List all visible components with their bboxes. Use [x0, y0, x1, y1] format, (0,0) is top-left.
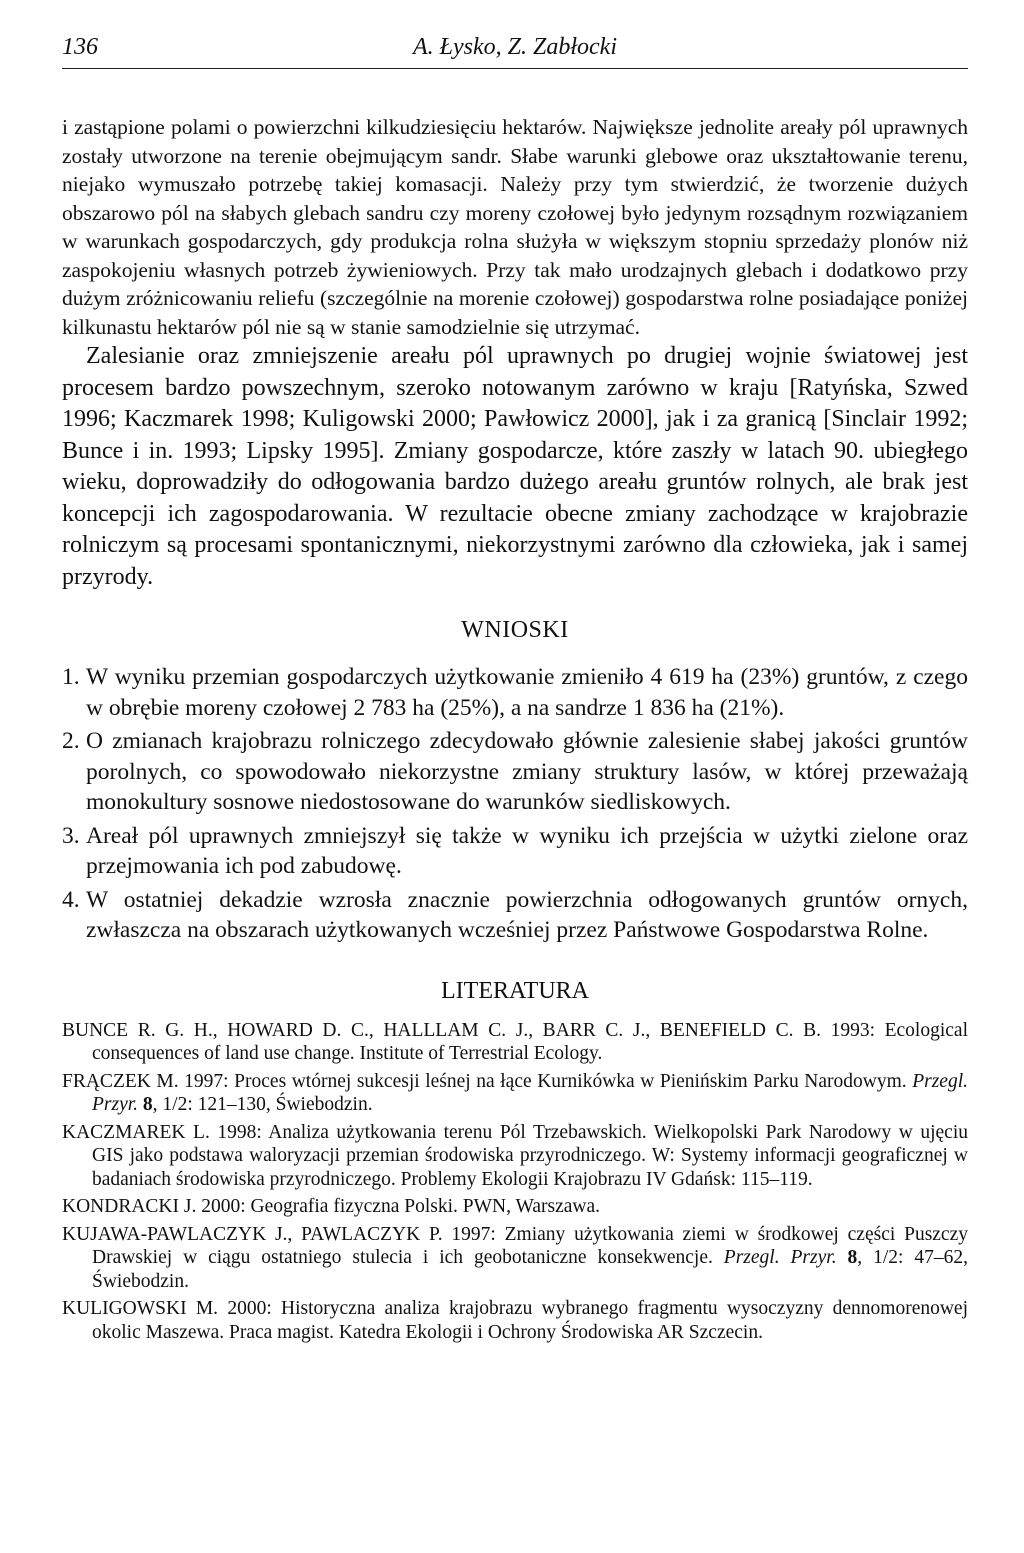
reference-pages: , 1/2: 121–130, Świebodzin. — [152, 1094, 373, 1115]
conclusion-item — [62, 726, 968, 818]
reference-entry — [62, 1019, 968, 1066]
journal-volume: 8 — [847, 1247, 858, 1268]
reference-text: KUJAWA-PAWLACZYK J., PAWLACZYK P. 1997: Zmiany użytkowania ziemi w środkowej części Puszczy Drawskiej w ciągu ostatniego stulecia i ich geobotaniczne konsekwencje. — [62, 1223, 968, 1268]
reference-entry — [62, 1070, 968, 1117]
body-text — [62, 113, 968, 593]
paragraph: Zalesianie oraz zmniejszenie areału pól uprawnych po drugiej wojnie światowej jest procesem bardzo powszechnym, szeroko notowanym zarówno w kraju [Ratyńska, Szwed 1996; Kaczmarek 1998; Kuligowski 2000; Pawłowicz 2000], jak i za granicą [Sinclair 1992; Bunce i in. 1993; Lipsky 1995]. Zmiany gospodarcze, które zaszły w latach 90. ubiegłego wieku, doprowadziły do odłogowania bardzo dużego areału gruntów rolnych, ale brak jest koncepcji ich zagospodarowania. W rezultacie obecne zmiany zachodzące w krajobrazie rolniczym są procesami spontanicznymi, niekorzystnymi zarówno dla człowieka, jak i samej przyrody. — [62, 343, 968, 590]
reference-text: BUNCE R. G. H., HOWARD D. C., HALLLAM C. J., BARR C. J., BENEFIELD C. B. 1993: Ecological consequences of land use change. Institute of Terrestrial Ecology. — [62, 1019, 968, 1064]
conclusions-list — [62, 662, 968, 946]
item-number: 1. — [62, 664, 80, 690]
page-number: 136 — [62, 34, 98, 60]
reference-list — [62, 1019, 968, 1345]
reference-text: KACZMAREK L. 1998: Analiza użytkowania terenu Pól Trzebawskich. Wielkopolski Park Narodowy w ujęciu GIS jako podstawa waloryzacji przemian środowiska przyrodniczego. W: Systemy informacji geograficznej w badaniach środowiska przyrodniczego. Problemy Ekologii Krajobrazu IV Gdańsk: 115–119. — [62, 1121, 968, 1190]
page — [62, 28, 968, 1348]
paragraph: i zastąpione polami o powierzchni kilkudziesięciu hektarów. Największe jednolite areały pól uprawnych zostały utworzone na terenie obejmującym sandr. Słabe warunki glebowe oraz ukształtowanie terenu, niejako wymuszało potrzebę takiej komasacji. Należy przy tym stwierdzić, że tworzenie dużych obszarowo pól na słabych glebach sandru czy moreny czołowej było jedynym rozsądnym rozwiązaniem w warunkach gospodarczych, gdy produkcja rolna służyła w większym stopniu sprzedaży plonów niż zaspokojeniu własnych potrzeb żywieniowych. Przy tak mało urodzajnych glebach i dodatkowo przy dużym zróżnicowaniu reliefu (szczególnie na morenie czołowej) gospodarstwa rolne posiadające poniżej kilkunastu hektarów pól nie są w stanie samodzielnie się utrzymać. — [62, 115, 968, 339]
running-authors: A. Łysko, Z. Zabłocki — [413, 34, 617, 60]
reference-text: KONDRACKI J. 2000: Geografia fizyczna Polski. PWN, Warszawa. — [62, 1196, 600, 1217]
item-text: W ostatniej dekadzie wzrosła znacznie powierzchnia odłogowanych gruntów ornych, zwłaszcza na obszarach użytkowanych wcześniej przez Państwowe Gospodarstwa Rolne. — [86, 886, 968, 943]
item-text: O zmianach krajobrazu rolniczego zdecydowało głównie zalesienie słabej jakości gruntów porolnych, co spowodowało niekorzystne zmiany struktury lasów, w której przeważają monokultury sosnowe niedostosowane do warunków siedliskowych. — [86, 728, 968, 815]
conclusions-heading: WNIOSKI — [461, 617, 569, 643]
reference-text: FRĄCZEK M. 1997: Proces wtórnej sukcesji leśnej na łące Kurnikówka w Pienińskim Parku Narodowym. — [62, 1070, 913, 1092]
item-number: 3. — [62, 822, 80, 849]
literature-heading: LITERATURA — [441, 977, 589, 1004]
reference-text: KULIGOWSKI M. 2000: Historyczna analiza krajobrazu wybranego fragmentu wysoczyzny dennomorenowej okolic Maszewa. Praca magist. Katedra Ekologii i Ochrony Środowiska AR Szczecin. — [62, 1298, 968, 1343]
item-number: 2. — [62, 728, 80, 754]
running-header — [62, 28, 968, 69]
reference-entry — [62, 1297, 968, 1344]
reference-entry — [62, 1223, 968, 1294]
item-text: W wyniku przemian gospodarczych użytkowanie zmieniło 4 619 ha (23%) gruntów, z czego w obrębie moreny czołowej 2 783 ha (25%), a na sandrze 1 836 ha (21%). — [86, 664, 968, 721]
conclusion-item — [62, 821, 968, 882]
reference-pages: , 1/2: 47–62, Świebodzin. — [92, 1247, 968, 1292]
reference-entry — [62, 1195, 968, 1219]
conclusion-item — [62, 662, 968, 723]
journal-volume: 8 — [142, 1094, 153, 1115]
item-text: Areał pól uprawnych zmniejszył się także w wyniku ich przejścia w użytki zielone oraz przejmowania ich pod zabudowę. — [86, 822, 968, 879]
item-number: 4. — [62, 886, 80, 913]
journal-name: Przegl. Przyr. — [723, 1247, 837, 1268]
journal-name: Przegl. Przyr. — [92, 1070, 968, 1115]
conclusion-item — [62, 885, 968, 946]
reference-entry — [62, 1121, 968, 1192]
